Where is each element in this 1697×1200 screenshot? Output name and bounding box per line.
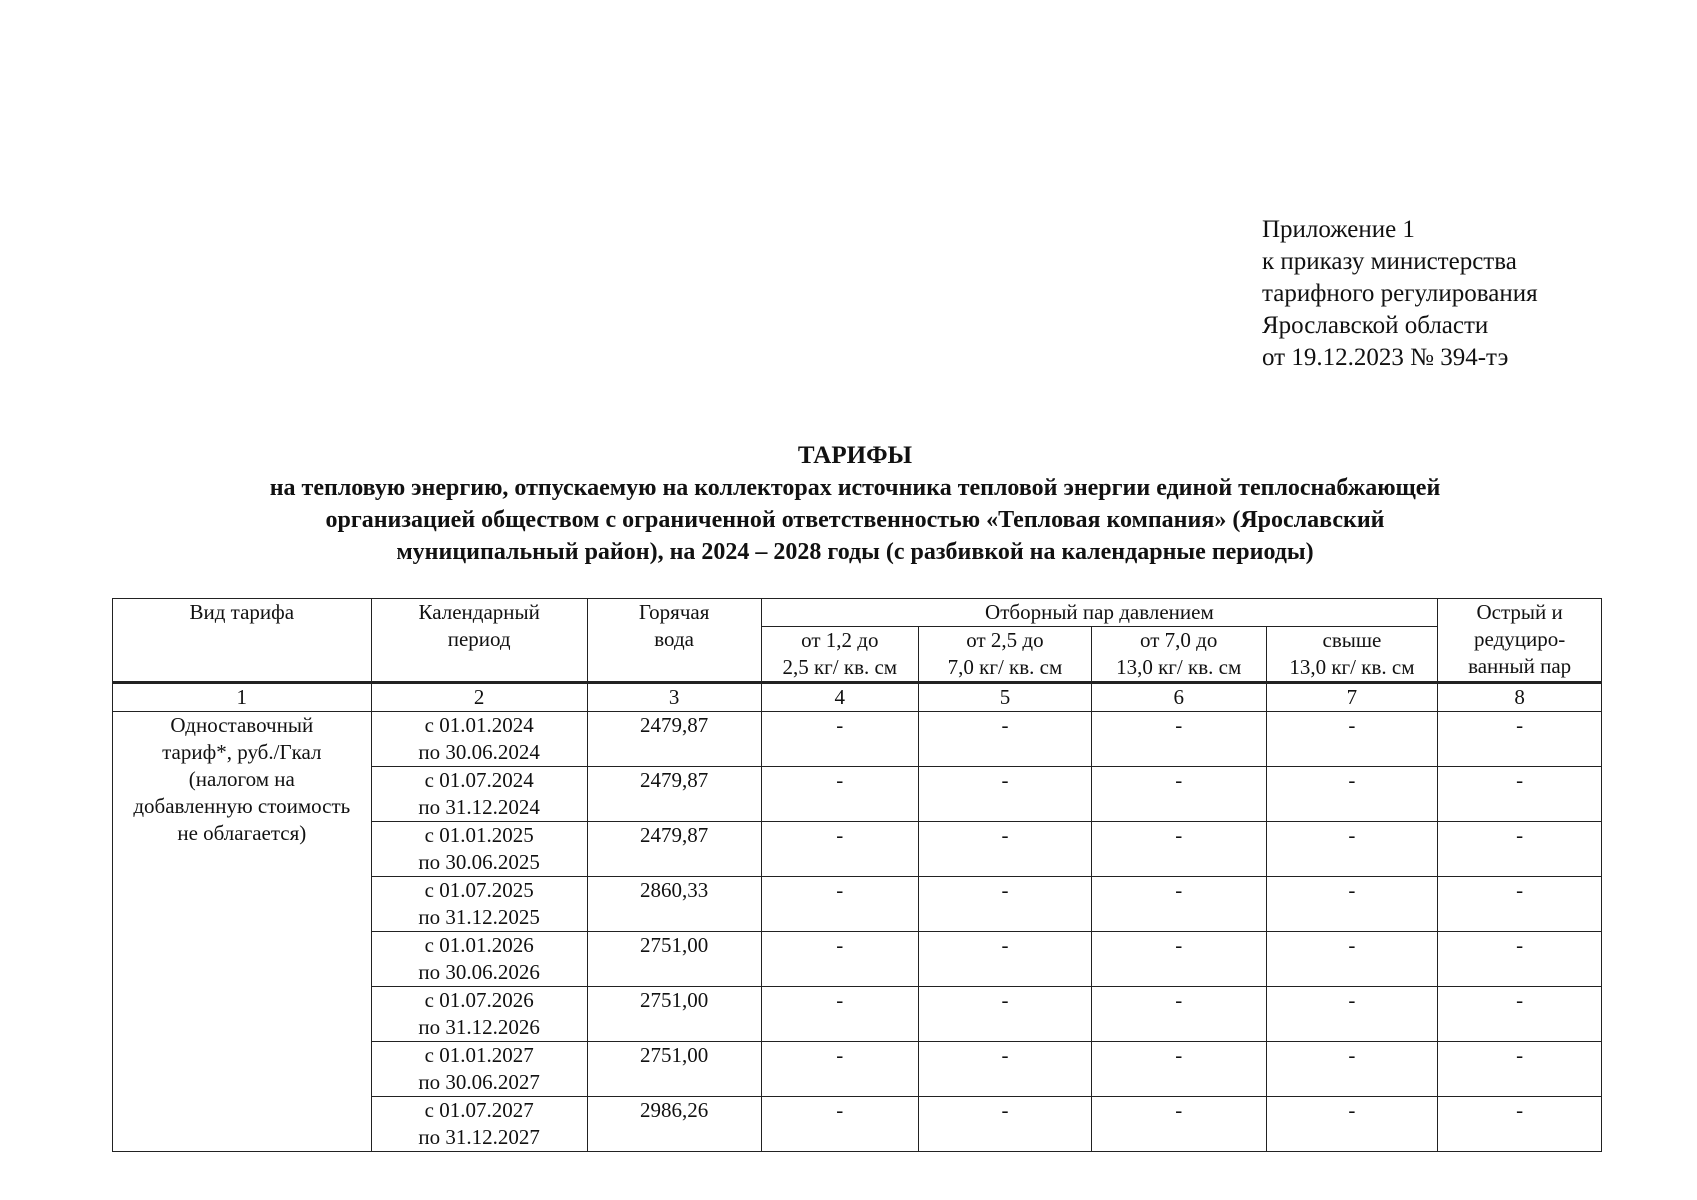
sharp-steam-value: - [1438,1042,1602,1097]
hot-water-value: 2751,00 [587,1042,761,1097]
hot-water-value: 2751,00 [587,932,761,987]
steam-value: - [1266,932,1438,987]
hot-water-value: 2751,00 [587,987,761,1042]
steam-value: - [1266,1042,1438,1097]
period-cell: с 01.07.2026 по 31.12.2026 [371,987,587,1042]
steam-value: - [1266,1097,1438,1152]
column-number-row [113,683,1602,712]
period-cell: с 01.01.2027 по 30.06.2027 [371,1042,587,1097]
appendix-reference [1262,214,1538,374]
column-number: 3 [587,683,761,712]
period-cell: с 01.01.2026 по 30.06.2026 [371,932,587,987]
column-number: 6 [1091,683,1266,712]
column-number: 5 [919,683,1092,712]
header-sharp-steam: Острый и редуциро- ванный пар [1438,599,1602,683]
steam-value: - [761,987,919,1042]
document-title [120,440,1590,568]
header-vid: Вид тарифа [113,599,372,683]
steam-value: - [1091,767,1266,822]
header-period: Календарный период [371,599,587,683]
steam-value: - [919,932,1092,987]
steam-value: - [919,767,1092,822]
period-cell: с 01.07.2027 по 31.12.2027 [371,1097,587,1152]
steam-value: - [919,877,1092,932]
steam-value: - [1091,1042,1266,1097]
appendix-line: Ярославской области [1262,312,1489,339]
period-cell: с 01.01.2024 по 30.06.2024 [371,712,587,767]
column-number: 7 [1266,683,1438,712]
hot-water-value: 2860,33 [587,877,761,932]
title-main: ТАРИФЫ [797,442,913,469]
sharp-steam-value: - [1438,987,1602,1042]
header-steam-2: от 2,5 до 7,0 кг/ кв. см [919,627,1092,683]
steam-value: - [919,1042,1092,1097]
sharp-steam-value: - [1438,877,1602,932]
sharp-steam-value: - [1438,712,1602,767]
title-line: муниципальный район), на 2024 – 2028 годы (с разбивкой на календарные периоды) [396,539,1314,565]
steam-value: - [1266,767,1438,822]
steam-value: - [1091,712,1266,767]
header-steam-4: свыше 13,0 кг/ кв. см [1266,627,1438,683]
steam-value: - [919,987,1092,1042]
steam-value: - [1091,822,1266,877]
steam-value: - [761,767,919,822]
header-steam-group: Отборный пар давлением [761,599,1438,627]
table-row [113,712,1602,767]
hot-water-value: 2986,26 [587,1097,761,1152]
steam-value: - [1266,822,1438,877]
steam-value: - [761,932,919,987]
sharp-steam-value: - [1438,932,1602,987]
column-number: 4 [761,683,919,712]
header-steam-1: от 1,2 до 2,5 кг/ кв. см [761,627,919,683]
period-cell: с 01.01.2025 по 30.06.2025 [371,822,587,877]
steam-value: - [761,712,919,767]
steam-value: - [1091,932,1266,987]
steam-value: - [1266,712,1438,767]
column-number: 2 [371,683,587,712]
steam-value: - [1091,877,1266,932]
title-line: на тепловую энергию, отпускаемую на коллекторах источника тепловой энергии единой теплоснабжающей [269,475,1441,501]
sharp-steam-value: - [1438,1097,1602,1152]
column-number: 1 [113,683,372,712]
sharp-steam-value: - [1438,767,1602,822]
steam-value: - [761,822,919,877]
steam-value: - [761,1097,919,1152]
steam-value: - [761,877,919,932]
period-cell: с 01.07.2024 по 31.12.2024 [371,767,587,822]
table-header-row [113,599,1602,627]
period-cell: с 01.07.2025 по 31.12.2025 [371,877,587,932]
appendix-line: от 19.12.2023 № 394-тэ [1262,344,1509,371]
column-number: 8 [1438,683,1602,712]
appendix-line: к приказу министерства [1262,248,1517,275]
steam-value: - [1091,1097,1266,1152]
sharp-steam-value: - [1438,822,1602,877]
steam-value: - [919,1097,1092,1152]
header-hot-water: Горячая вода [587,599,761,683]
hot-water-value: 2479,87 [587,712,761,767]
steam-value: - [919,822,1092,877]
tariff-type-cell: Одноставочный тариф*, руб./Гкал (налогом на добавленную стоимость не облагается) [113,712,372,1152]
steam-value: - [1266,877,1438,932]
steam-value: - [1266,987,1438,1042]
appendix-line: тарифного регулирования [1262,280,1538,307]
hot-water-value: 2479,87 [587,822,761,877]
hot-water-value: 2479,87 [587,767,761,822]
appendix-line: Приложение 1 [1262,216,1415,243]
steam-value: - [1091,987,1266,1042]
steam-value: - [761,1042,919,1097]
tariff-table [112,598,1602,1152]
header-steam-3: от 7,0 до 13,0 кг/ кв. см [1091,627,1266,683]
title-line: организацией обществом с ограниченной ответственностью «Тепловая компания» (Ярославский [325,507,1385,533]
steam-value: - [919,712,1092,767]
